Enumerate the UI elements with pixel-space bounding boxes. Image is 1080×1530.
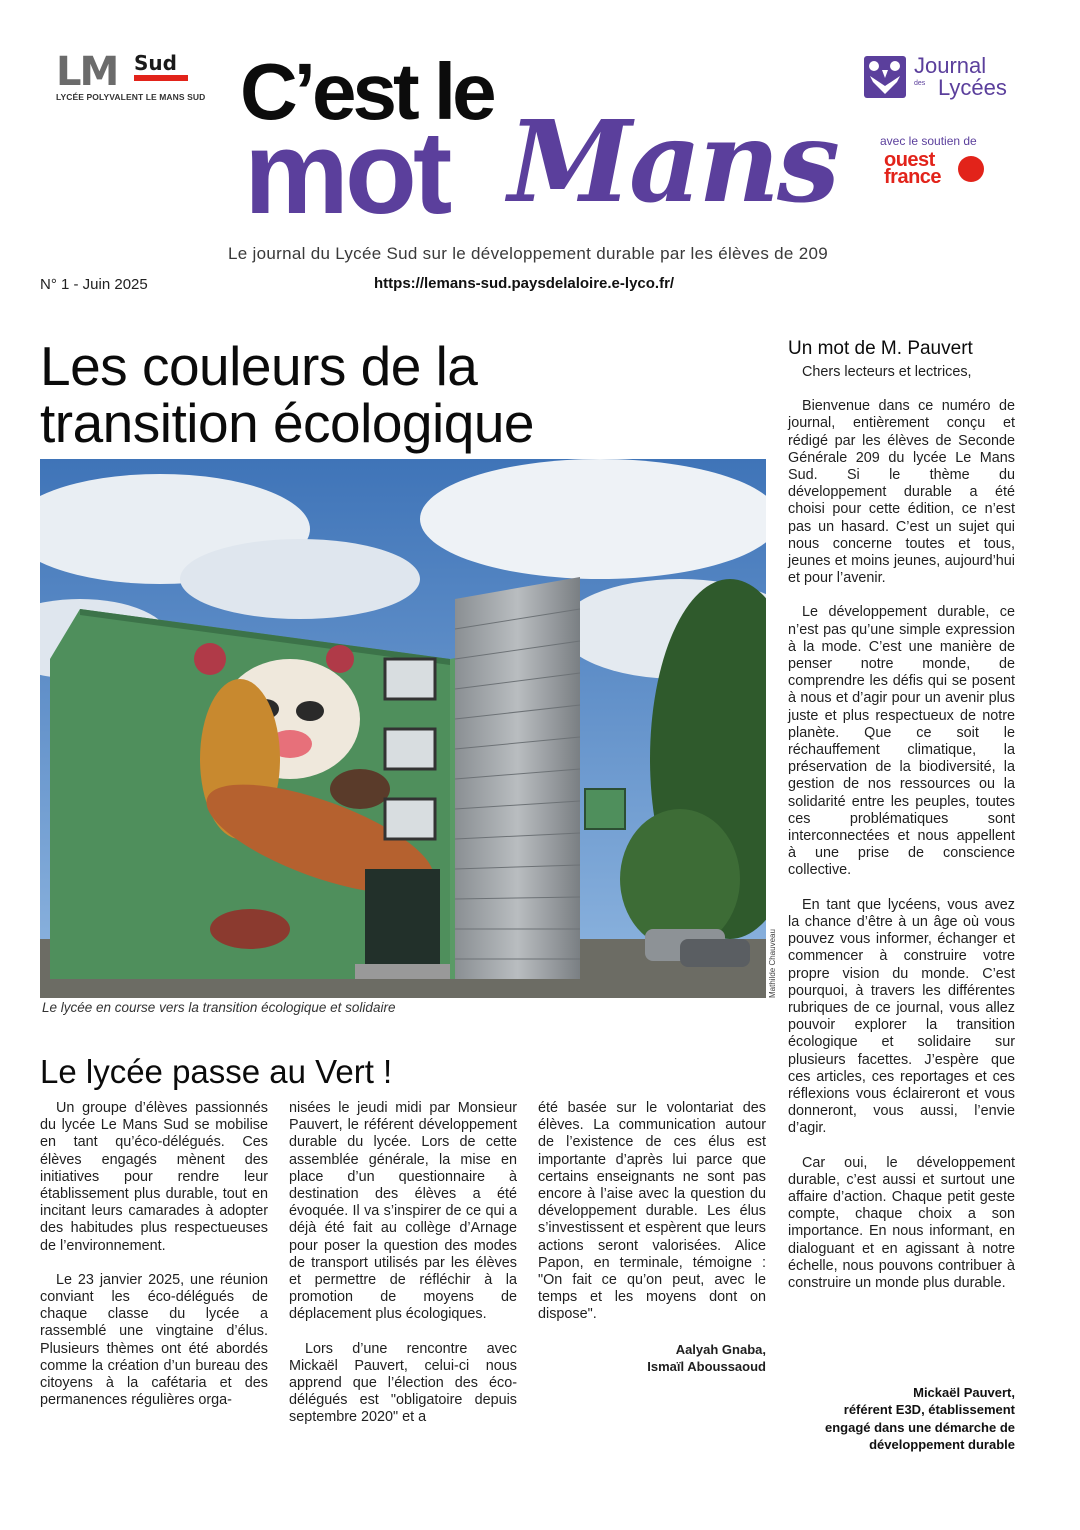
signature-line: développement durable bbox=[869, 1437, 1015, 1453]
school-mural-illustration bbox=[40, 459, 766, 998]
ouest-france-logo bbox=[884, 149, 994, 192]
article-paragraph: Un groupe d’élèves passionnés du lycée Le Mans Sud se mobilise en tant qu’éco-délégués. Ces élèves engagés mènent des initiatives pour rendre leur établissement plus durable, tout en incitant leurs camarades à adopter des habitudes plus respectueuses de l’environnement. bbox=[40, 1100, 268, 1254]
signature-line: Mickaël Pauvert, bbox=[913, 1385, 1015, 1400]
article-paragraph: Lors d’une rencontre avec Mickaël Pauvert, celui-ci nous apprend que l’élection des éco-délégués est "obligatoire depuis septembre 2020" et a bbox=[289, 1340, 517, 1426]
journal-logo-small: des bbox=[914, 80, 926, 87]
school-mural-photo bbox=[40, 459, 766, 998]
photo-caption: Le lycée en course vers la transition écologique et solidaire bbox=[42, 1000, 396, 1015]
editorial-paragraph: Car oui, le développement durable, c’est aussi et surtout une affaire d’action. Chaque petit geste compte, chaque choix a son importance. En nous informant, en dialoguant et en agissant à notre échelle, nous pouvons contribuer à construire un monde plus durable. bbox=[788, 1154, 1015, 1291]
school-logo-subtitle: LYCÉE POLYVALENT LE MANS SUD bbox=[56, 92, 206, 102]
ouest-france-circle-icon bbox=[958, 156, 984, 182]
masthead-tagline: Le journal du Lycée Sud sur le développement durable par les élèves de 209 bbox=[228, 244, 828, 263]
article-column-1 bbox=[40, 1100, 268, 1426]
ouest-france-logo-text bbox=[884, 149, 942, 188]
article-column-3 bbox=[538, 1100, 766, 1375]
photo-credit: Mathilde Chauveau bbox=[768, 929, 777, 998]
editorial-body bbox=[788, 364, 1015, 1309]
article-paragraph: Le 23 janvier 2025, une réunion conviant les éco-délégués de chaque classe du lycée a rassemblé une vingtaine d’élus. Plusieurs thèmes ont été abordés comme la création d’un bureau des citoyens à la cafétaria et des permanences régulières orga- bbox=[40, 1271, 268, 1409]
main-headline-line1: Les couleurs de la bbox=[40, 335, 478, 397]
masthead-title-line1: C’est le bbox=[240, 47, 493, 136]
main-headline bbox=[40, 335, 760, 454]
editorial-greeting: Chers lecteurs et lectrices, bbox=[802, 364, 972, 380]
editorial-paragraph: Bienvenue dans ce numéro de journal, entièrement conçu et rédigé par les élèves de Seconde Générale 209 du lycée Le Mans Sud. Si le thème du développement durable a été choisi pour cette édition, ce n’est pas un hasard. C’est un sujet qui nous concerne toutes et tous, jeunes et moins jeunes, aujourd’hui et pour l’avenir. bbox=[788, 398, 1015, 587]
article-paragraph: été basée sur le volontariat des élèves. La communication autour de l’existence de ces élus est importante d’après lui parce que certains enseignants ne sont pas encore à l’aise avec la question du développement durable. Les élus s’investissent et espèrent que leurs actions seront valorisées. Alice Papon, en terminale, témoigne : "On fait ce qu’on peut, avec le temps et les moyens dont on dispose". bbox=[538, 1100, 766, 1323]
school-logo-suffix: Sud bbox=[134, 51, 177, 75]
editorial-signature bbox=[788, 1384, 1015, 1454]
masthead-title-mot: mot bbox=[244, 107, 449, 239]
author-line: Ismaïl Aboussaoud bbox=[647, 1358, 766, 1374]
school-logo bbox=[56, 49, 206, 106]
journal-logo-line2: Lycées bbox=[938, 75, 1007, 100]
issue-number: N° 1 - Juin 2025 bbox=[40, 276, 148, 293]
editorial-paragraph: En tant que lycéens, vous avez la chance d’être à un âge où vous pouvez vous informer, échanger et commencer à construire votre propre vision du monde. C’est pourquoi, à travers les différentes rubriques de ce journal, vous allez pouvoir explorer la transition écologique et solidaire sur plusieurs facettes. J’espère que ces articles, ces reportages et ces réflexions vous éclaireront et vous donneront, vous aussi, l’envie d’agir. bbox=[788, 896, 1015, 1137]
editorial-paragraph: Le développement durable, ce n’est pas qu’une simple expression à la mode. C’est une manière de penser notre monde, de comprendre les défis qui se posent à nous et d’agir pour un avenir plus juste et plus respectueux de notre planète. Que ce soit le réchauffement climatique, la préservation de la biodiversité, la gestion de nos ressources ou la solidarité entre les peuples, toutes ces problématiques sont interconnectées et nous appellent à une prise de conscience collective. bbox=[788, 604, 1015, 879]
ouest-france-line2: france bbox=[884, 166, 942, 188]
signature-line: engagé dans une démarche de bbox=[824, 1419, 1015, 1435]
school-logo-letters: LM bbox=[56, 49, 118, 95]
editorial-title: Un mot de M. Pauvert bbox=[788, 338, 973, 359]
article-authors bbox=[538, 1341, 766, 1375]
support-text: avec le soutien de bbox=[880, 134, 977, 148]
school-logo-accent bbox=[134, 75, 188, 81]
ouest-france-line1: ouest bbox=[884, 149, 935, 171]
author-line: Aalyah Gnaba, bbox=[675, 1341, 766, 1357]
signature-line: référent E3D, établissement bbox=[843, 1402, 1015, 1418]
main-headline-line2: transition écologique bbox=[40, 392, 535, 454]
journal-des-lycees-logo bbox=[864, 54, 1024, 104]
article-paragraph: nisées le jeudi midi par Monsieur Pauvert, le référent développement durable du lycée. Lors de cette assemblée générale, la mise en place d’un questionnaire à destination des élèves a été évoquée. Il va s’inspirer de ce qui a déjà été fait au collège d’Arnage pour poser la question des modes de transport utilisés par les élèves et permettre de réfléchir à la promotion de moyens de déplacement plus écologiques. bbox=[289, 1100, 517, 1323]
article-column-2 bbox=[289, 1100, 517, 1444]
article-title: Le lycée passe au Vert ! bbox=[40, 1053, 393, 1090]
website-url[interactable]: https://lemans-sud.paysdelaloire.e-lyco.fr/ bbox=[374, 275, 675, 292]
journal-des-lycees-icon bbox=[864, 56, 906, 98]
masthead-title-mans: Mans bbox=[508, 97, 838, 228]
journal-logo-line1: Journal bbox=[914, 53, 987, 78]
